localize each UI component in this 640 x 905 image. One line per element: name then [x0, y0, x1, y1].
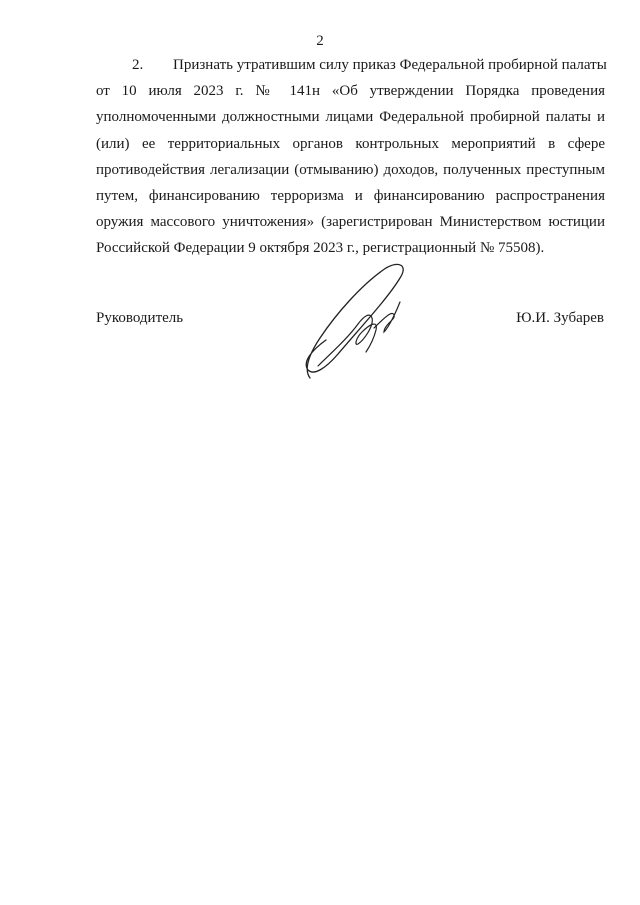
- paragraph-line: от 10 июля 2023 г. № 141н «Об утверждении Порядка проведения: [96, 83, 605, 100]
- page-number: 2: [316, 33, 324, 49]
- paragraph-line: уполномоченными должностными лицами Федеральной пробирной палаты и: [96, 109, 605, 126]
- paragraph-line: противодействия легализации (отмыванию) доходов, полученных преступным: [96, 161, 605, 178]
- paragraph-line: оружия массового уничтожения» (зарегистрирован Министерством юстиции: [96, 214, 605, 231]
- paragraph-2: [96, 52, 605, 262]
- handwritten-signature: [300, 258, 415, 383]
- paragraph-line: [96, 52, 605, 78]
- paragraph-line: Российской Федерации 9 октября 2023 г., регистрационный № 75508).: [96, 240, 545, 257]
- paragraph-line-text: Признать утратившим силу приказ Федеральной пробирной палаты: [173, 57, 607, 73]
- paragraph-number: 2.: [132, 57, 144, 73]
- signatory-title: Руководитель: [96, 310, 184, 326]
- paragraph-line: путем, финансированию терроризма и финансированию распространения: [96, 187, 605, 204]
- paragraph-line: (или) ее территориальных органов контрольных мероприятий в сфере: [96, 135, 605, 152]
- signatory-name: Ю.И. Зубарев: [516, 310, 604, 326]
